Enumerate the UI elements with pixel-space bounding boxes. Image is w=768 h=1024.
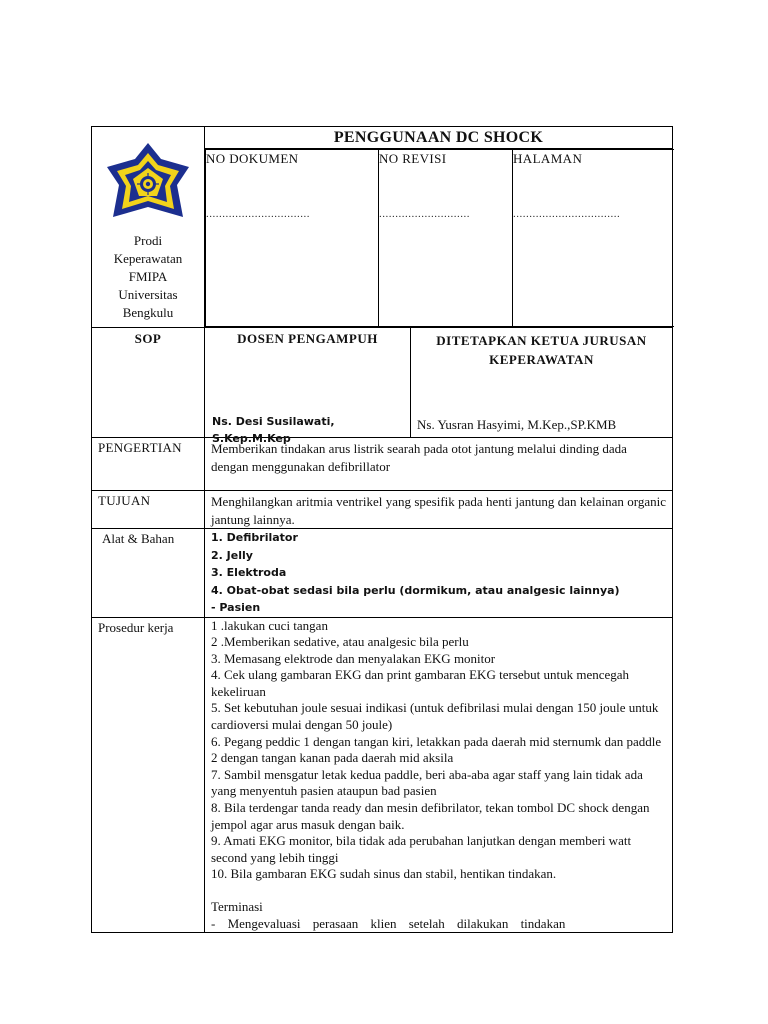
institution-line: Keperawatan xyxy=(113,251,183,266)
prosedur-label: Prosedur kerja xyxy=(92,617,205,933)
institution-line: FMIPA xyxy=(128,269,168,284)
alat-item: 4. Obat-obat sedasi bila perlu (dormikum, atau analgesic lainnya) xyxy=(211,583,620,597)
no-dokumen-cell xyxy=(206,150,379,327)
halaman-cell xyxy=(513,150,674,327)
prosedur-step: 10. Bila gambaran EKG sudah sinus dan stabil, hentikan tindakan. xyxy=(211,866,557,882)
institution-line: Prodi xyxy=(133,233,163,248)
dosen-cell xyxy=(205,328,411,445)
prosedur-step: 9. Amati EKG monitor, bila tidak ada perubahan lanjutkan dengan memberi watt second yang lebih tinggi xyxy=(211,833,632,865)
sop-table xyxy=(91,126,673,933)
ketua-cell xyxy=(411,328,673,438)
prosedur-step: 4. Cek ulang gambaran EKG dan print gambaran EKG tersebut untuk mencegah kekeliruan xyxy=(211,667,630,699)
prosedur-step: 1 .lakukan cuci tangan xyxy=(211,617,328,633)
prosedur-step: 8. Bila terdengar tanda ready dan mesin defibrilator, tekan tombol DC shock dengan jempol agar arus masuk dengan baik. xyxy=(211,800,650,832)
logo-cell xyxy=(92,127,205,328)
ketua-title: DITETAPKAN KETUA JURUSAN KEPERAWATAN xyxy=(436,333,647,367)
sop-label: SOP xyxy=(92,328,205,438)
document-title: PENGGUNAAN DC SHOCK xyxy=(205,127,672,149)
alat-list xyxy=(205,529,673,618)
institution-name xyxy=(92,232,204,322)
dosen-name: Ns. Desi Susilawati, S.Kep.M.Kep xyxy=(212,415,335,445)
document-meta xyxy=(205,149,674,327)
ketua-name: Ns. Yusran Hasyimi, M.Kep.,SP.KMB xyxy=(417,417,617,432)
prosedur-step: 6. Pegang peddic 1 dengan tangan kiri, letakkan pada daerah mid sternumk dan paddle 2 dengan tangan kanan pada daerah mid aksila xyxy=(211,733,662,766)
dosen-title: DOSEN PENGAMPUH xyxy=(237,331,378,346)
prosedur-step: 5. Set kebutuhan joule sesuai indikasi (untuk defibrilasi mulai dengan 150 joule untuk cardioversi mulai dengan 50 joule) xyxy=(211,700,659,733)
alat-label: Alat & Bahan xyxy=(92,529,205,618)
prosedur-step: 7. Sambil mensgatur letak kedua paddle, beri aba-aba agar staff yang lain tidak ada yang menyentuh pasien ataupun bad pasien xyxy=(211,766,643,799)
no-revisi-cell xyxy=(379,150,513,327)
tujuan-label: TUJUAN xyxy=(92,491,205,529)
institution-line: Bengkulu xyxy=(122,305,174,320)
terminasi-title: Terminasi xyxy=(211,899,263,914)
prosedur-step: 3. Memasang elektrode dan menyalakan EKG monitor xyxy=(211,650,496,666)
terminasi-item: - Mengevaluasi perasaan klien setelah dilakukan tindakan xyxy=(211,915,566,931)
alat-item: - Pasien xyxy=(211,601,261,614)
alat-item: 3. Elektroda xyxy=(211,566,287,579)
pengertian-text: Memberikan tindakan arus listrik searah pada otot jantung melalui dinding dada dengan menggunakan defibrillator xyxy=(205,438,673,491)
halaman-value: ................................. xyxy=(513,207,621,220)
alat-item: 2. Jelly xyxy=(211,548,253,562)
halaman-label: HALAMAN xyxy=(513,151,583,166)
prosedur-list xyxy=(205,617,673,933)
header-right-cell xyxy=(205,127,673,328)
university-logo-icon xyxy=(103,141,193,223)
spacer xyxy=(211,883,666,899)
pengertian-label: PENGERTIAN xyxy=(92,438,205,491)
alat-item: 1. Defibrilator xyxy=(211,531,298,544)
no-dokumen-value: ................................ xyxy=(206,207,310,220)
tujuan-text: Menghilangkan aritmia ventrikel yang spesifik pada henti jantung dan kelainan organic jantung lainnya. xyxy=(205,491,673,529)
prosedur-step: 2 .Memberikan sedative, atau analgesic bila perlu xyxy=(211,634,469,650)
no-revisi-value: ............................ xyxy=(379,207,470,220)
no-dokumen-label: NO DOKUMEN xyxy=(206,151,299,166)
no-revisi-label: NO REVISI xyxy=(379,151,447,166)
institution-line: Universitas xyxy=(118,287,178,302)
